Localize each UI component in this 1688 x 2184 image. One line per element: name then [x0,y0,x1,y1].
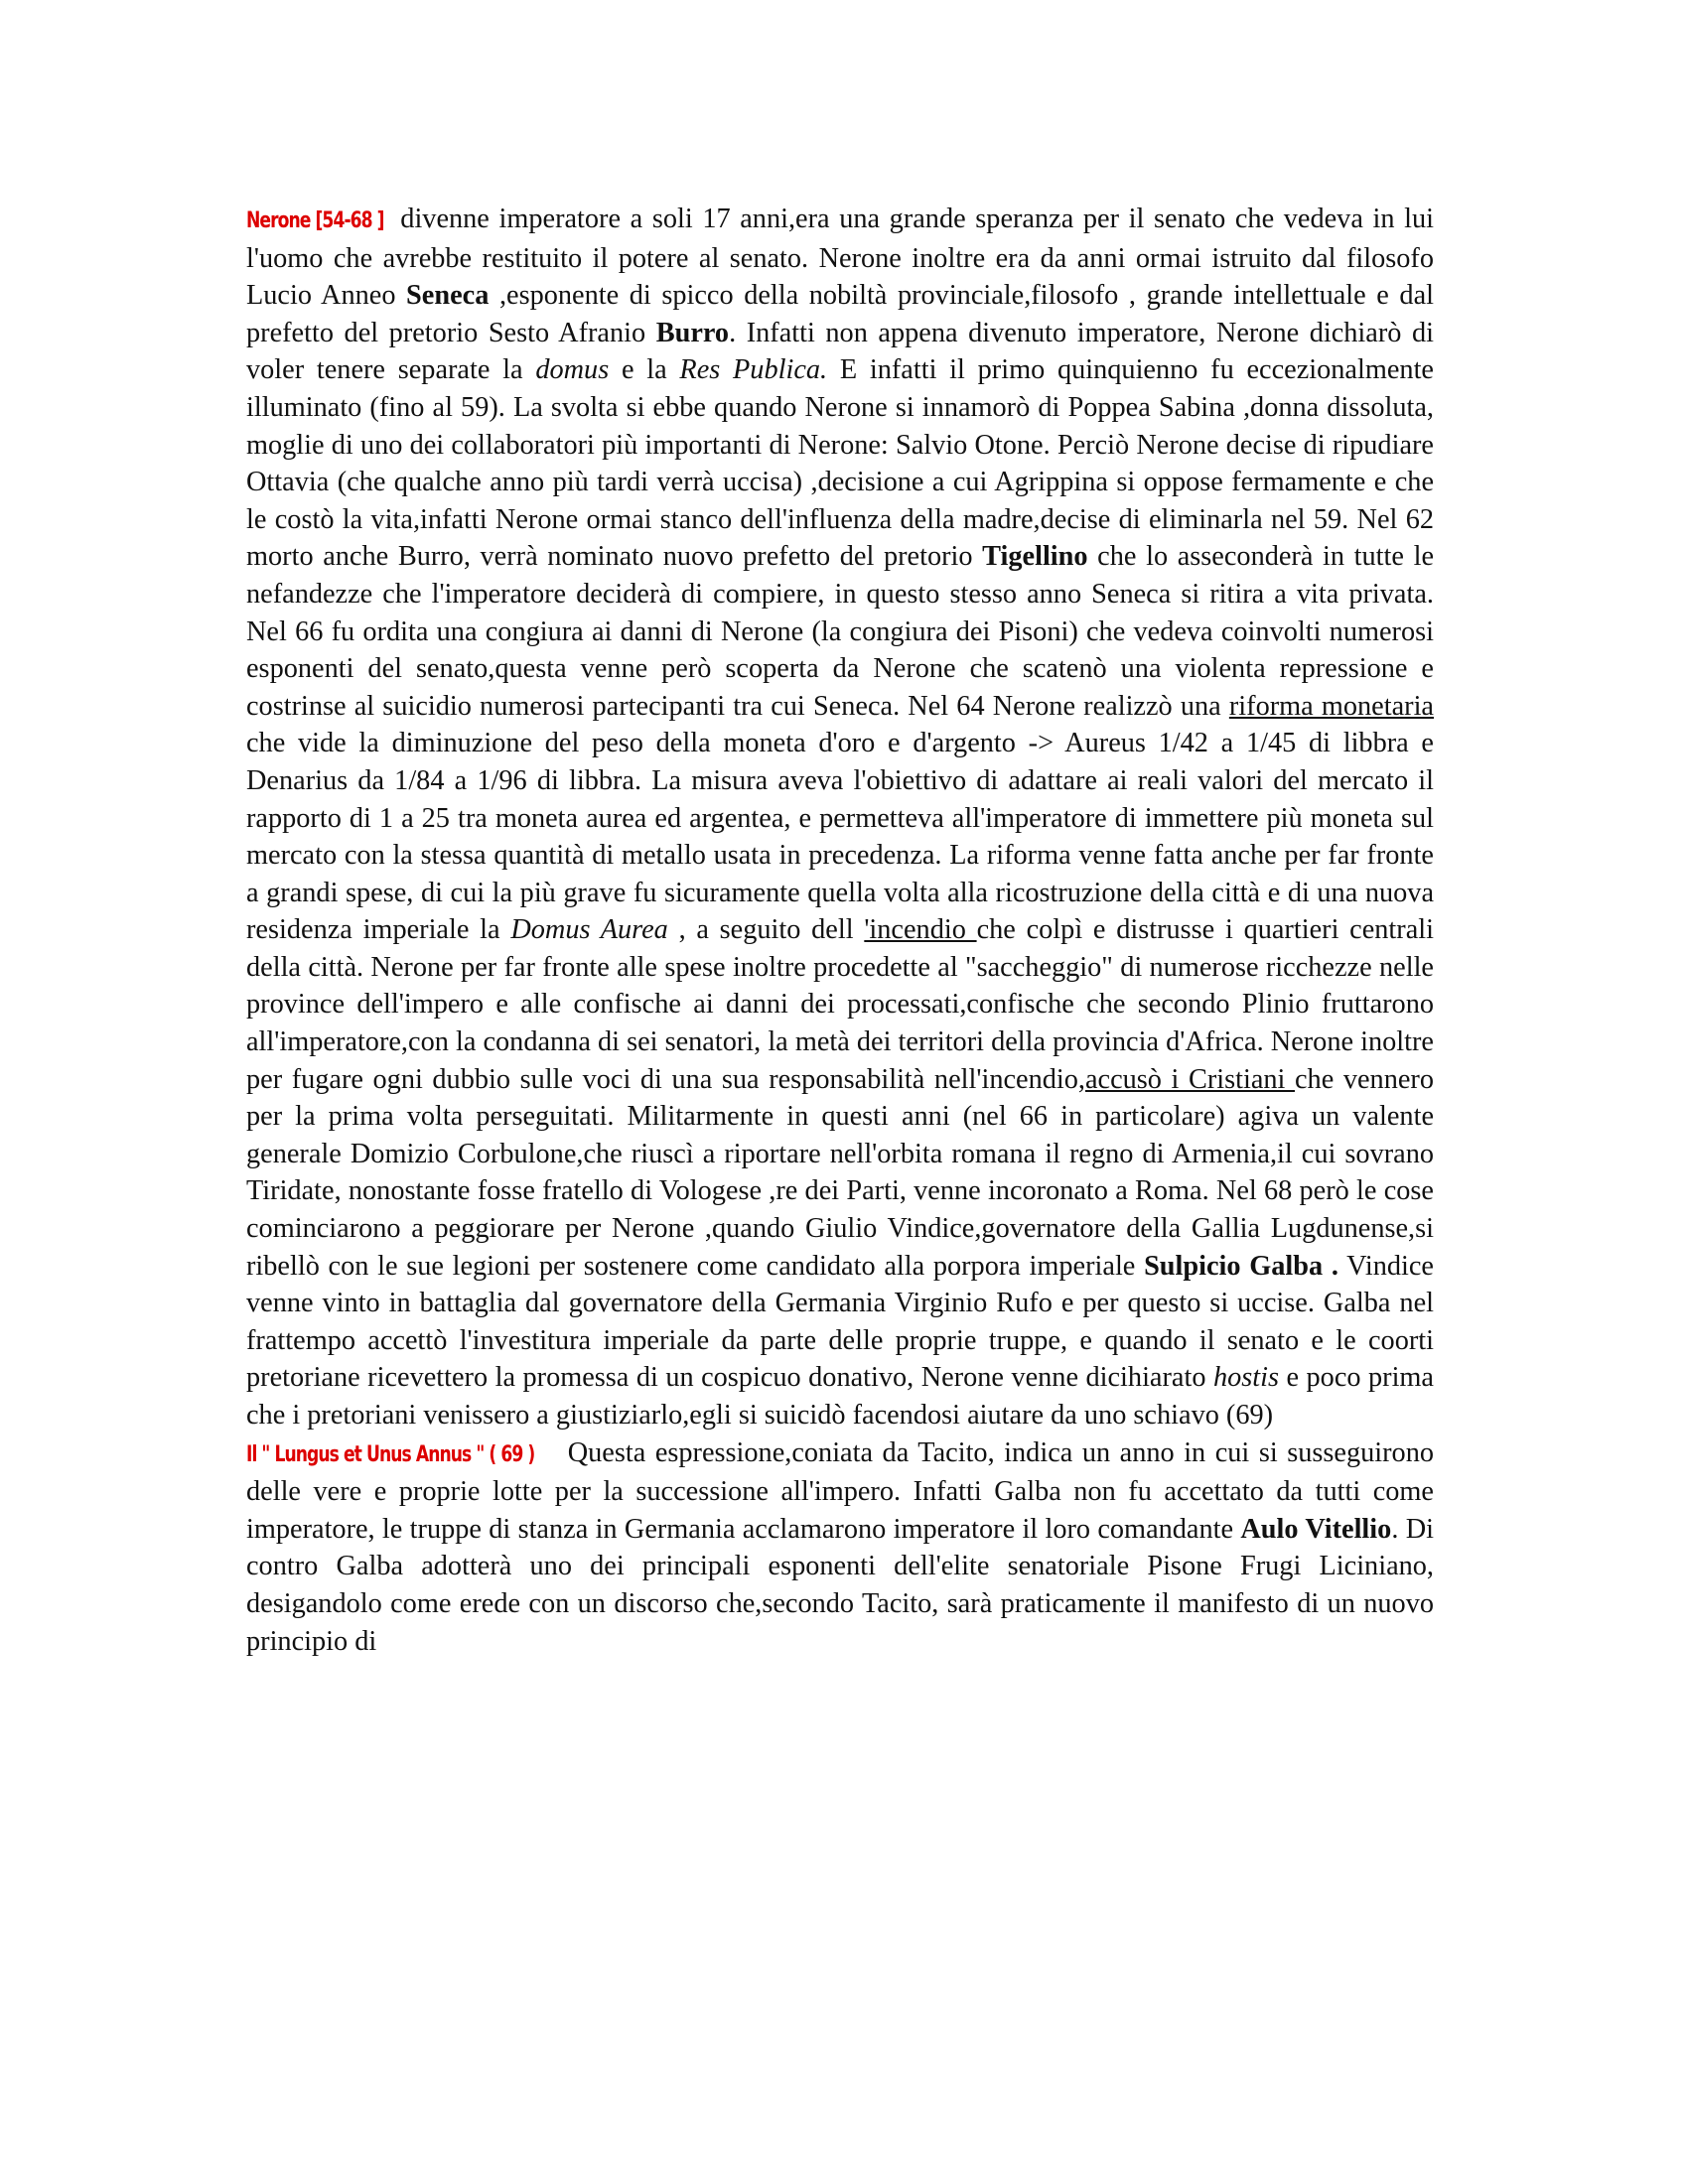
emphasis-text: accusò i Cristiani [1084,1063,1295,1095]
emphasis-text: Seneca [406,280,490,312]
document-page [246,201,1434,1660]
paragraph-body [246,204,1434,1431]
body-text: che lo asseconderà in tutte le nefandezze che l'imperatore deciderà di compiere, in questo stesso anno Seneca si ritira a vita privata. Nel 66 fu ordita una congiura ai danni di Nerone (la congiura dei Pisoni) che vedeva coinvolti numerosi esponenti del senato,questa venne però scoperta da Nerone che scatenò una violenta repressione e costrinse al suicidio numerosi partecipanti tra cui Seneca. Nel 64 Nerone realizzò una [246,541,1435,722]
emphasis-text: 'incendio [864,914,977,946]
emphasis-text: riforma monetaria [1228,690,1434,722]
emphasis-text: Tigellino [982,541,1088,573]
body-text: , a seguito dell [667,914,865,946]
paragraph-nerone [246,201,1434,1434]
body-text: e poco prima che i pretoriani venissero a giustiziarlo,egli si suicidò facendosi aiutare da uno schiavo (69) [246,1362,1434,1431]
emphasis-text: Res Publica. [679,354,828,386]
body-text: . Infatti non appena divenuto imperatore, Nerone dichiarò di voler tenere separate la [246,317,1434,386]
emphasis-text: domus [535,354,610,386]
emphasis-text: Aulo Vitellio [1240,1513,1392,1545]
emphasis-text: hostis [1212,1362,1280,1394]
body-text: ,esponente di spicco della nobiltà provinciale,filosofo , grande intellettuale e dal prefetto del pretorio Sesto Afranio [246,280,1434,348]
emphasis-text: Sulpicio Galba . [1144,1250,1338,1282]
body-text: che colpì e distrusse i quartieri centrali della città. Nerone per far fronte alle spese inoltre procedette al "saccheggio" di numerose ricchezze nelle province dell'impero e alle confische ai danni dei processati,confische che secondo Plinio fruttarono all'imperatore,con la condanna di sei senatori, la metà dei territori della provincia d'Africa. Nerone inoltre per fugare ogni dubbio sulle voci di una sua responsabilità nell'incendio, [246,914,1434,1095]
section-heading-lungus-annus: Il " Lungus et Unus Annus " ( 69 ) [246,1441,535,1467]
body-text: . Di contro Galba adotterà uno dei principali esponenti dell'elite senatoriale Pisone Frugi Liciniano, desigandolo come erede con un discorso che,secondo Tacito, sarà praticamente il manifesto di un nuovo principio di [246,1513,1434,1657]
body-text: che vide la diminuzione del peso della moneta d'oro e d'argento -> Aureus 1/42 a 1/45 di libbra e Denarius da 1/84 a 1/96 di libbra. La misura aveva l'obiettivo di adattare ai reali valori del mercato il rapporto di 1 a 25 tra moneta aurea ed argentea, e permetteva all'imperatore di immettere più moneta sul mercato con la stessa quantità di metallo usata in precedenza. La riforma venne fatta anche per far fronte a grandi spese, di cui la più grave fu sicuramente quella volta alla ricostruzione della città e di una nuova residenza imperiale la [246,728,1434,946]
body-text: divenne imperatore a soli 17 anni,era una grande speranza per il senato che vedeva in lui l'uomo che avrebbe restituito il potere al senato. Nerone inoltre era da anni ormai istruito dal filosofo Lucio Anneo [246,204,1434,312]
emphasis-text: Domus Aurea [510,914,668,946]
body-text: Vindice venne vinto in battaglia dal governatore della Germania Virginio Rufo e per questo si uccise. Galba nel frattempo accettò l'investitura imperiale da parte delle proprie truppe, e quando il senato e le coorti pretoriane ricevettero la promessa di un cospicuo donativo, Nerone venne dicihiarato [246,1250,1434,1394]
emphasis-text: Burro [655,317,730,348]
paragraph-lungus-annus [246,1434,1434,1661]
body-text: e la [609,354,680,386]
body-text: Questa espressione,coniata da Tacito, indica un anno in cui si susseguirono delle vere e proprie lotte per la successione all'impero. Infatti Galba non fu accettato da tutti come imperatore, le truppe di stanza in Germania acclamarono imperatore il loro comandante [246,1436,1434,1545]
section-heading-nerone: Nerone [54-68 ] [246,208,384,233]
body-text: che vennero per la prima volta perseguitati. Militarmente in questi anni (nel 66 in particolare) agiva un valente generale Domizio Corbulone,che riuscì a riportare nell'orbita romana il regno di Armenia,il cui sovrano Tiridate, nonostante fosse fratello di Vologese ,re dei Parti, venne incoronato a Roma. Nel 68 però le cose cominciarono a peggiorare per Nerone ,quando Giulio Vindice,governatore della Gallia Lugdunense,si ribellò con le sue legioni per sostenere come candidato alla porpora imperiale [246,1063,1434,1282]
body-text: E infatti il primo quinquienno fu eccezionalmente illuminato (fino al 59). La svolta si ebbe quando Nerone si innamorò di Poppea Sabina ,donna dissoluta, moglie di uno dei collaboratori più importanti di Nerone: Salvio Otone. Perciò Nerone decise di ripudiare Ottavia (che qualche anno più tardi verrà uccisa) ,decisione a cui Agrippina si oppose fermamente e che le costò la vita,infatti Nerone ormai stanco dell'influenza della madre,decise di eliminarla nel 59. Nel 62 morto anche Burro, verrà nominato nuovo prefetto del pretorio [246,354,1434,573]
